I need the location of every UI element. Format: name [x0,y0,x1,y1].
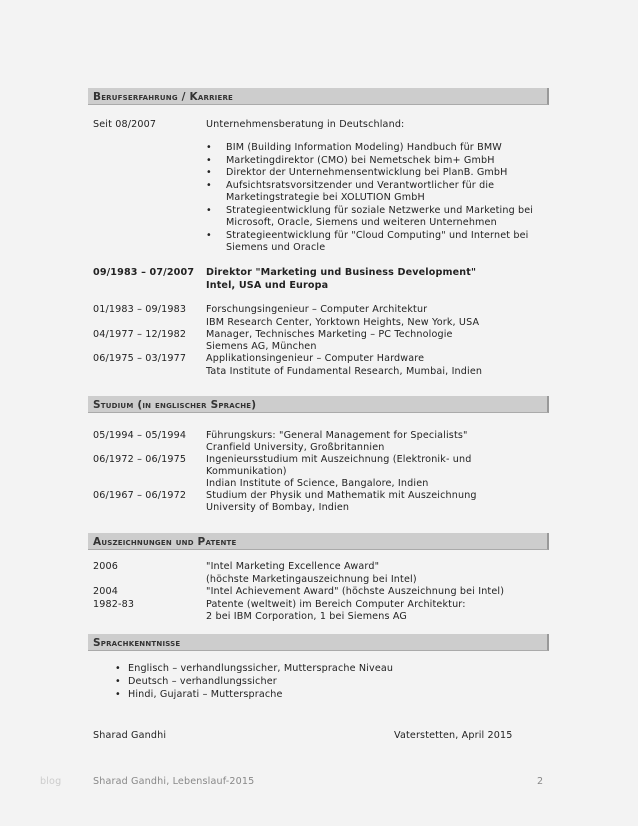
bullet-item: Microsoft, Oracle, Siemens und weiteren Unternehmen [226,217,497,228]
bullet-item: Direktor der Unternehmensentwicklung bei PlanB. GmbH [226,167,508,178]
section-header-studies: Studium (in englischer Sprache) [88,396,549,413]
bullet-icon: • [206,167,212,178]
entry-title: Forschungsingenieur – Computer Architektur [206,304,428,315]
entry-text: Führungskurs: "General Management for Specialists" [206,430,468,441]
section-header-career: Berufserfahrung / Karriere [88,88,549,105]
signature-place-date: Vaterstetten, April 2015 [394,730,513,741]
bullet-item: Marketingstrategie bei XOLUTION GmbH [226,192,425,203]
entry-text: 2 bei IBM Corporation, 1 bei Siemens AG [206,611,407,622]
bullet-icon: • [206,179,212,191]
date: 09/1983 – 07/2007 [93,267,195,278]
bullet-icon: • [115,663,121,674]
entry-text: Indian Institute of Science, Bangalore, Indien [206,478,429,489]
entry-company: Siemens AG, München [206,341,317,352]
language-item: Hindi, Gujarati – Muttersprache [128,689,283,700]
bullet-icon: • [206,204,212,216]
entry-text: Unternehmensberatung in Deutschland: [206,119,405,130]
page-number: 2 [537,776,544,787]
bullet-item: Strategieentwicklung für soziale Netzwerke und Marketing bei [226,204,534,216]
bullet-icon: • [206,229,212,241]
entry-text: Ingenieursstudium mit Auszeichnung (Elektronik- und [206,454,472,465]
date: 2004 [93,586,119,597]
section-header-languages: Sprachkenntnisse [88,634,549,651]
entry-text: Studium der Physik und Mathematik mit Auszeichnung [206,490,477,501]
bullet-item: BIM (Building Information Modeling) Handbuch für BMW [226,142,502,153]
bullet-icon: • [115,676,121,687]
entry-company: Intel, USA und Europa [206,280,329,291]
watermark: blog [40,776,62,787]
section-header-awards: Auszeichnungen und Patente [88,533,549,550]
entry-text: Kommunikation) [206,466,287,477]
entry-company: Tata Institute of Fundamental Research, Mumbai, Indien [206,365,483,377]
language-item: Englisch – verhandlungssicher, Muttersprache Niveau [128,663,394,674]
date: 06/1972 – 06/1975 [93,454,187,465]
entry-text: "Intel Marketing Excellence Award" [206,561,380,572]
date: 05/1994 – 05/1994 [93,430,187,441]
entry-text: University of Bombay, Indien [206,502,350,513]
footer-text: Sharad Gandhi, Lebenslauf-2015 [93,776,255,787]
entry-company: IBM Research Center, Yorktown Heights, New York, USA [206,316,480,328]
entry-title: Direktor "Marketing und Business Development" [206,267,477,278]
date: 06/1967 – 06/1972 [93,490,187,501]
date: Seit 08/2007 [93,119,157,130]
bullet-item: Siemens und Oracle [226,242,326,253]
bullet-item: Aufsichtsratsvorsitzender und Verantwortlicher für die [226,179,495,191]
signature-name: Sharad Gandhi [93,730,167,741]
entry-text: (höchste Marketingauszeichnung bei Intel) [206,573,417,585]
entry-text: Cranfield University, Großbritannien [206,442,385,453]
date: 1982-83 [93,598,135,610]
bullet-icon: • [115,689,121,700]
bullet-item: Strategieentwicklung für "Cloud Computing" und Internet bei [226,229,529,241]
bullet-icon: • [206,154,212,166]
date: 06/1975 – 03/1977 [93,353,187,364]
entry-title: Applikationsingenieur – Computer Hardware [206,353,425,364]
date: 04/1977 – 12/1982 [93,328,187,340]
bullet-icon: • [206,142,212,153]
entry-title: Manager, Technisches Marketing – PC Technologie [206,328,453,340]
bullet-item: Marketingdirektor (CMO) bei Nemetschek bim+ GmbH [226,154,495,166]
language-item: Deutsch – verhandlungssicher [128,676,277,687]
date: 01/1983 – 09/1983 [93,304,187,315]
date: 2006 [93,561,119,572]
entry-text: "Intel Achievement Award" (höchste Auszeichnung bei Intel) [206,586,505,597]
entry-text: Patente (weltweit) im Bereich Computer Architektur: [206,598,466,610]
